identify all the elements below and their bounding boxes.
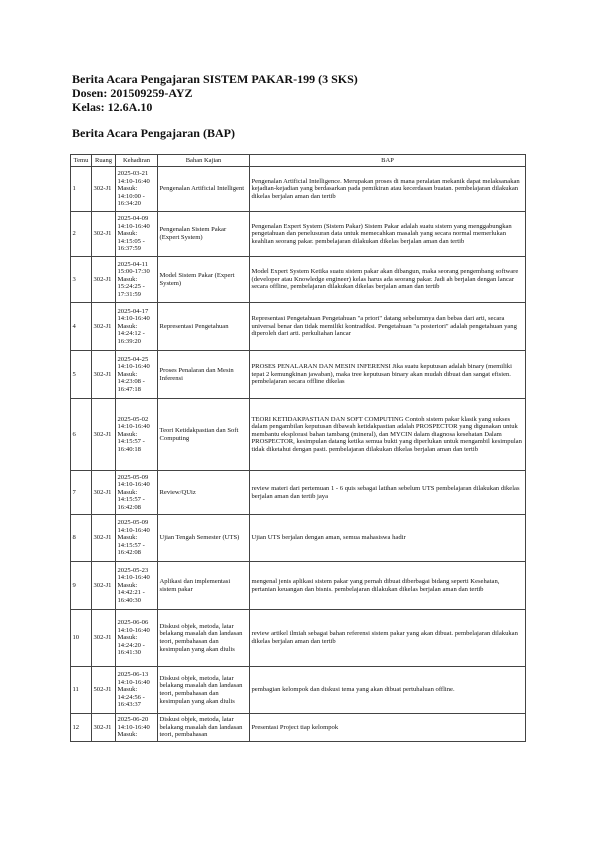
cell-ruang: 302-J1: [92, 515, 116, 562]
cell-ruang: 302-J1: [92, 351, 116, 399]
cell-kehadiran: 2025-06-06 14:10-16:40 Masuk: 14:24:20 - 16:41:30: [116, 610, 158, 667]
column-header-bahan-kajian: Bahan Kajian: [158, 155, 250, 167]
table-row: [71, 667, 526, 714]
cell-bahan-kajian: Representasi Pengetahuan: [158, 303, 250, 351]
cell-bap: Pengenalan Expert System (Sistem Pakar) Sistem Pakar adalah suatu sistem yang menggabungkan pengetahuan dan penelusuran data untuk memecahkan masalah yang secara normal memerlukan keahlian seorang pakar. pembelajaran dilakukan dikelas berjalan aman dan tertib: [250, 212, 526, 257]
cell-kehadiran: 2025-04-11 15:00-17:30 Masuk: 15:24:25 - 17:31:59: [116, 257, 158, 303]
table-row: [71, 515, 526, 562]
cell-bap: TEORI KETIDAKPASTIAN DAN SOFT COMPUTING Contoh sistem pakar klasik yang sukses dalam pengambilan keputusan dibawah ketidakpastian adalah PROSPECTOR yang digunakan untuk membantu eksplorasi bahan tambang (mineral), dan MYCIN dalam diagnosa kesehatan Dalam PROSPECTOR, kesimpulan datang ketika semua bukti yang diperlukan untuk mengambil kesimpulan tidak diketahui dengan pasti. pembelajaran dilakukan dikelas berjalan aman dan tertib: [250, 399, 526, 471]
cell-temu: 5: [71, 351, 92, 399]
cell-kehadiran: 2025-04-25 14:10-16:40 Masuk: 14:23:08 - 16:47:18: [116, 351, 158, 399]
cell-temu: 9: [71, 562, 92, 610]
cell-temu: 8: [71, 515, 92, 562]
cell-kehadiran: 2025-03-21 14:10-16:40 Masuk: 14:10:00 - 16:34:20: [116, 167, 158, 212]
cell-bahan-kajian: Proses Penalaran dan Mesin Inferensi: [158, 351, 250, 399]
cell-kehadiran: 2025-06-13 14:10-16:40 Masuk: 14:24:56 - 16:43:37: [116, 667, 158, 714]
cell-temu: 10: [71, 610, 92, 667]
bap-table: [70, 154, 526, 742]
column-header-temu: Temu: [71, 155, 92, 167]
cell-bahan-kajian: Pengenalan Artificial Intelligent: [158, 167, 250, 212]
cell-bahan-kajian: Aplikasi dan implementasi sistem pakar: [158, 562, 250, 610]
cell-ruang: 302-J1: [92, 562, 116, 610]
cell-bap: review materi dari pertemuan 1 - 6 quis sebagai latihan sebelum UTS pembelajaran dilakukan dikelas berjalan aman dan tertib jaya: [250, 471, 526, 515]
table-row: [71, 471, 526, 515]
section-title: Berita Acara Pengajaran (BAP): [72, 126, 235, 140]
cell-temu: 1: [71, 167, 92, 212]
cell-temu: 2: [71, 212, 92, 257]
cell-bap: Representasi Pengetahuan Pengetahuan "a priori" datang sebelumnya dan bebas dari arti, secara universal benar dan tidak memiliki kontradiksi. Pengetahuan "a posteriori" adalah pengetahuan yang diperoleh dari arti. perkuliahan lancar: [250, 303, 526, 351]
cell-bap: Model Expert System Ketika suatu sistem pakar akan dibangun, maka seorang pengembang software (developer atau Knowledge engineer) kelas harus ada seorang pakar. Jadi ah berjalan dengan lancar secara offline, pembelajaran dilakukan dikelas berjalan aman dan tertib: [250, 257, 526, 303]
table-row: [71, 399, 526, 471]
cell-temu: 7: [71, 471, 92, 515]
column-header-bap: BAP: [250, 155, 526, 167]
cell-ruang: 302-J1: [92, 610, 116, 667]
cell-bahan-kajian: Ujian Tengah Semester (UTS): [158, 515, 250, 562]
cell-kehadiran: 2025-05-23 14:10-16:40 Masuk: 14:42:21 - 16:40:30: [116, 562, 158, 610]
cell-kehadiran: 2025-05-02 14:10-16:40 Masuk: 14:15:57 - 16:40:18: [116, 399, 158, 471]
table-row: [71, 351, 526, 399]
lecturer-line: Dosen: 201509259-AYZ: [72, 86, 193, 100]
table-row: [71, 562, 526, 610]
cell-temu: 12: [71, 714, 92, 742]
cell-ruang: 302-J1: [92, 471, 116, 515]
column-header-kehadiran: Kehadiran: [116, 155, 158, 167]
cell-bahan-kajian: Teori Ketidakpastian dan Soft Computing: [158, 399, 250, 471]
cell-bahan-kajian: Diskusi objek, metoda, latar belakang masalah dan landasan teori, pembahasan: [158, 714, 250, 742]
cell-bahan-kajian: Diskusi objek, metoda, latar belakang masalah dan landasan teori, pembahasan dan kesimpulan yang akan diulis: [158, 610, 250, 667]
cell-ruang: 302-J1: [92, 212, 116, 257]
cell-ruang: 302-J1: [92, 399, 116, 471]
cell-kehadiran: 2025-06-20 14:10-16:40 Masuk:: [116, 714, 158, 742]
cell-ruang: 502-J1: [92, 667, 116, 714]
table-header-row: [71, 155, 526, 167]
cell-ruang: 302-J1: [92, 257, 116, 303]
cell-kehadiran: 2025-05-09 14:10-16:40 Masuk: 14:15:57 - 16:42:08: [116, 471, 158, 515]
cell-kehadiran: 2025-04-09 14:10-16:40 Masuk: 14:15:05 - 16:37:59: [116, 212, 158, 257]
document-title: Berita Acara Pengajaran SISTEM PAKAR-199 (3 SKS): [72, 72, 358, 86]
cell-kehadiran: 2025-05-09 14:10-16:40 Masuk: 14:15:57 - 16:42:08: [116, 515, 158, 562]
cell-bap: mengenal jenis aplikasi sistem pakar yang pernah dibuat diberbagai bidang seperti Kesehatan, pertanian keuangan dan bisnis. pembelajaran dilakukan dikelas berjalan aman dan tertib: [250, 562, 526, 610]
class-line: Kelas: 12.6A.10: [72, 100, 153, 114]
cell-bap: PROSES PENALARAN DAN MESIN INFERENSI Jika suatu keputusan adalah binary (memiliki tepat 2 kemungkinan jawaban), maka tree keputusan binary akan mudah dibuat dan sangat efisien. pembelajaran secara offline dikelas: [250, 351, 526, 399]
cell-ruang: 302-J1: [92, 714, 116, 742]
table-row: [71, 714, 526, 742]
table-row: [71, 303, 526, 351]
cell-ruang: 302-J1: [92, 167, 116, 212]
cell-ruang: 302-J1: [92, 303, 116, 351]
cell-bap: review artikel ilmiah sebagai bahan referensi sistem pakar yang akan dibuat. pembelajaran dilakukan dikelas berjalan aman dan tertib: [250, 610, 526, 667]
cell-bahan-kajian: Model Sistem Pakar (Expert System): [158, 257, 250, 303]
cell-kehadiran: 2025-04-17 14:10-16:40 Masuk: 14:24:12 - 16:39:20: [116, 303, 158, 351]
cell-bahan-kajian: Pengenalan Sistem Pakar (Expert System): [158, 212, 250, 257]
cell-bap: Ujian UTS berjalan dengan aman, semua mahasiswa hadir: [250, 515, 526, 562]
cell-temu: 3: [71, 257, 92, 303]
cell-temu: 11: [71, 667, 92, 714]
column-header-ruang: Ruang: [92, 155, 116, 167]
table-row: [71, 212, 526, 257]
cell-bap: Pengenalan Artificial Intelligence. Merupakan proses di mana peralatan mekanik dapat melaksanakan kejadian-kejadian yang berdasarkan pada pemikiran atau kecerdasan buatan. pembelajaran dilakukan dikelas berjalan aman dan tertib: [250, 167, 526, 212]
table-row: [71, 167, 526, 212]
cell-bap: pembagian kelompok dan diskusi tema yang akan dibuat pertuhaluan offline.: [250, 667, 526, 714]
table-row: [71, 257, 526, 303]
cell-bahan-kajian: Review/QUiz: [158, 471, 250, 515]
cell-temu: 6: [71, 399, 92, 471]
cell-bahan-kajian: Diskusi objek, metoda, latar belakang masalah dan landasan teori, pembahasan dan kesimpulan yang akan diulis: [158, 667, 250, 714]
cell-bap: Presentasi Project tiap kelompok: [250, 714, 526, 742]
cell-temu: 4: [71, 303, 92, 351]
table-row: [71, 610, 526, 667]
